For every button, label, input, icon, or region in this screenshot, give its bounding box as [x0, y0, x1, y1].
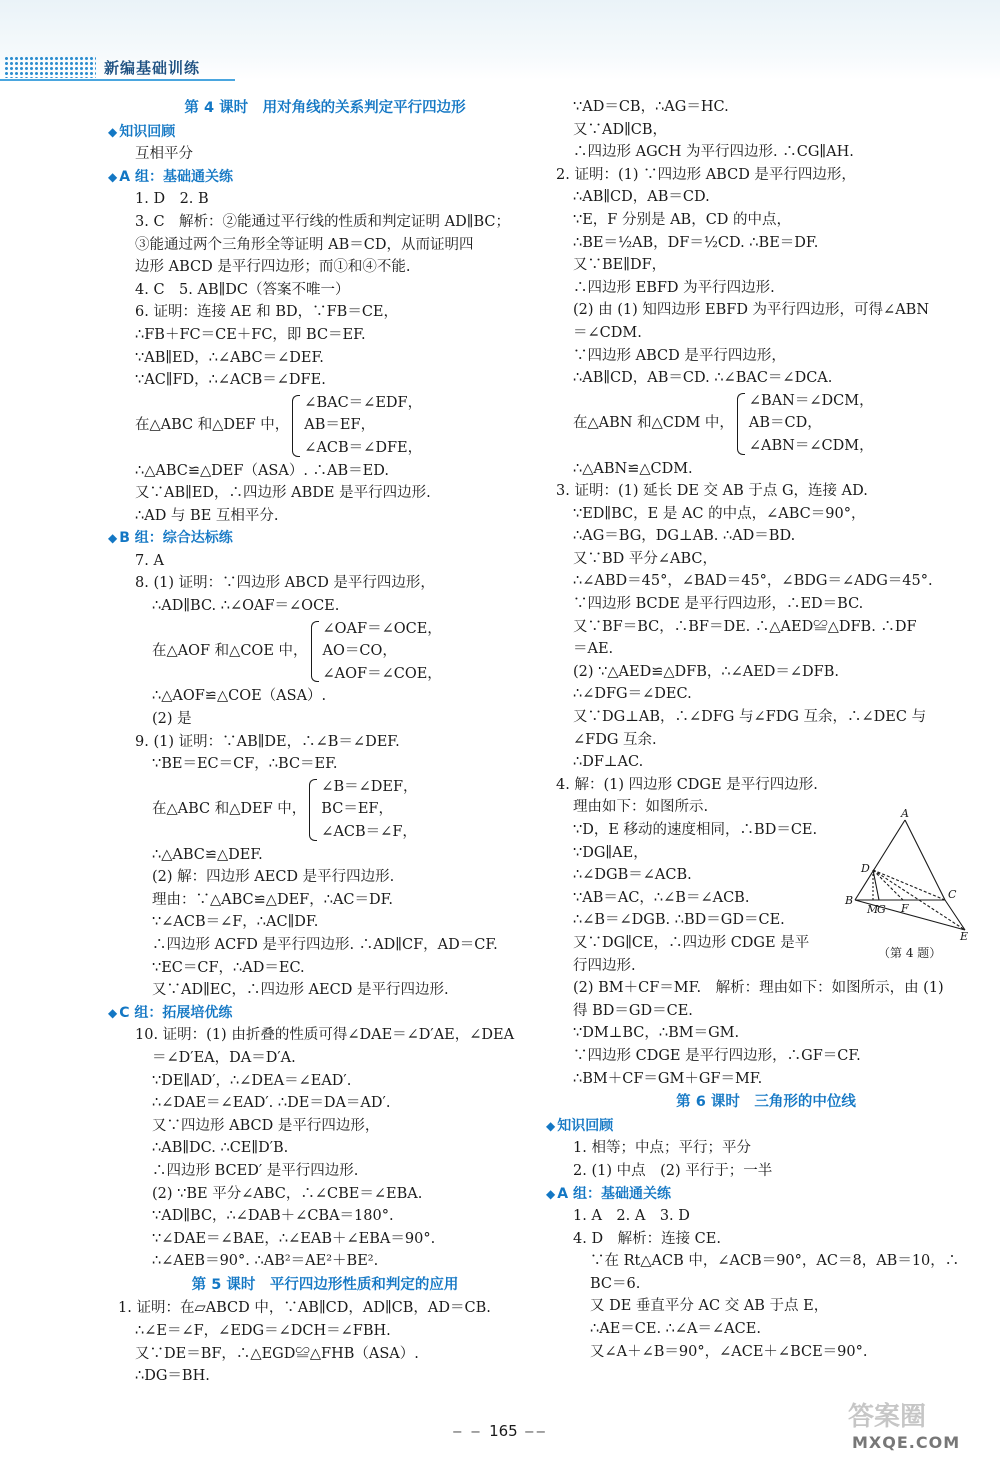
- diamond-icon: ◆: [108, 1005, 118, 1020]
- solution-line: 3. C 解析：②能通过平行线的性质和判定证明 AD∥BC；: [135, 213, 510, 230]
- equation-system-label: 在△AOF 和△COE 中，: [152, 643, 308, 660]
- lesson-title: 第 5 课时 平行四边形性质和判定的应用: [191, 1276, 459, 1293]
- solution-line: ∴△AOF≌△COE（ASA）.: [152, 688, 327, 705]
- solution-line: 1. 证明：在▱ABCD 中，∵AB∥CD，AD∥CB，AD＝CB.: [118, 1300, 491, 1317]
- solution-line: ∵AB＝AC，∴∠B＝∠ACB.: [573, 889, 750, 906]
- solution-line: 2. (1) 中点 (2) 平行于；一半: [573, 1162, 773, 1179]
- solution-line: ∵四边形 BCDE 是平行四边形，∴ED＝BC.: [573, 596, 864, 613]
- solution-line: ∵四边形 ABCD 是平行四边形，: [573, 347, 786, 364]
- header-dot-pattern: [4, 56, 96, 78]
- solution-line: ∵AD＝CB，∴AG＝HC.: [573, 99, 729, 115]
- solution-line: ∵AB∥ED，∴∠ABC＝∠DEF.: [135, 349, 324, 366]
- equation-row: ∠ACB＝∠F，: [321, 824, 417, 840]
- section-heading: [108, 527, 532, 550]
- diamond-icon: ◆: [108, 531, 118, 546]
- section-heading: [108, 1002, 532, 1025]
- solution-line: 4. C 5. AB∥DC（答案不唯一）: [135, 281, 350, 298]
- solution-line: ∴△ABC≌△DEF（ASA）. ∴AB＝ED.: [135, 462, 389, 479]
- solution-line: BC＝6.: [590, 1275, 641, 1292]
- section-heading: [108, 166, 532, 189]
- label-g: G: [877, 903, 886, 916]
- equation-row: BC＝EF，: [321, 801, 393, 818]
- section-heading: [546, 1183, 976, 1206]
- section-heading-text: 知识回顾: [119, 123, 176, 140]
- equation-row: ∠AOF＝∠COE，: [322, 665, 442, 682]
- equation-row: AB＝CD，: [748, 415, 822, 432]
- solution-line: ∴四边形 EBFD 为平行四边形.: [573, 279, 775, 296]
- label-b: B: [845, 894, 854, 907]
- solution-line: ∵ED∥BC，E 是 AC 的中点，∠ABC＝90°，: [573, 505, 866, 522]
- label-c: C: [948, 888, 957, 901]
- solution-line: 1. 相等；中点；平行；平分: [573, 1140, 751, 1157]
- solution-line: ∵∠ACB＝∠F，∴AC∥DF.: [152, 914, 319, 931]
- left-brace: [309, 779, 317, 841]
- solution-line: 1. A 2. A 3. D: [573, 1208, 690, 1225]
- solution-line: (2) ∵△AED≌△DFB，∴∠AED＝∠DFB.: [573, 663, 840, 680]
- solution-line: ∵DG∥AE，: [573, 844, 648, 861]
- solution-line: (2) ∵BE 平分∠ABC，∴∠CBE＝∠EBA.: [152, 1185, 423, 1202]
- solution-line: ∴∠DGB＝∠ACB.: [573, 867, 692, 884]
- solution-line: ∵E，F 分别是 AB，CD 的中点，: [573, 211, 792, 228]
- solution-line: ∵∠DAE＝∠BAE，∴∠EAB＋∠EBA＝90°.: [152, 1230, 436, 1247]
- solution-line: ∴∠DAE＝∠EAD′. ∴DE＝DA＝AD′.: [152, 1095, 391, 1112]
- solution-line: 理由如下：如图所示.: [573, 799, 709, 816]
- equation-system-label: 在△ABN 和△CDM 中，: [573, 415, 734, 432]
- solution-line: ③能通过两个三角形全等证明 AB＝CD，从而证明四: [135, 236, 474, 253]
- solution-line: ∴BM＋CF＝GM＋GF＝MF.: [573, 1070, 763, 1087]
- solution-line: 8. (1) 证明：∵四边形 ABCD 是平行四边形，: [135, 575, 435, 592]
- section-heading-text: 知识回顾: [557, 1117, 614, 1134]
- solution-line: 4. D 解析：连接 CE.: [573, 1230, 721, 1247]
- solution-line: 6. 证明：连接 AE 和 BD，∵FB＝CE，: [135, 304, 399, 321]
- section-heading: [108, 121, 532, 144]
- left-brace: [311, 621, 319, 683]
- solution-line: 又∵BF＝BC，∴BF＝DE. ∴△AED≌△DFB. ∴DF: [573, 618, 917, 635]
- solution-line: ∵在 Rt△ACB 中，∠ACB＝90°，AC＝8，AB＝10，∴: [590, 1253, 960, 1270]
- solution-line: 又∵DE＝BF，∴△EGD≌△FHB（ASA）.: [135, 1345, 419, 1362]
- section-heading: [546, 1115, 976, 1138]
- solution-line: ∴∠AEB＝90°. ∴AB²＝AE²＋BE².: [152, 1253, 379, 1270]
- solution-line: ∴∠DFG＝∠DEC.: [573, 686, 692, 703]
- solution-line: ∴四边形 ACFD 是平行四边形. ∴AD∥CF，AD＝CF.: [152, 936, 498, 953]
- label-m: M: [867, 903, 879, 916]
- solution-line: ∵AC∥FD，∴∠ACB＝∠DFE.: [135, 372, 326, 389]
- solution-line: ∴AD∥BC. ∴∠OAF＝∠OCE.: [152, 598, 340, 615]
- page-number-value: 165: [489, 1422, 518, 1440]
- solution-line: ∴∠E＝∠F，∠EDG＝∠DCH＝∠FBH.: [135, 1323, 391, 1340]
- equation-system: [118, 776, 532, 844]
- solution-line: 又∵BE∥DF，: [573, 257, 667, 274]
- equation-system: [556, 390, 976, 458]
- series-title: 新编基础训练: [104, 59, 201, 77]
- watermark-brand: 答案圈: [848, 1402, 927, 1432]
- equation-row: AB＝EF，: [304, 417, 376, 434]
- solution-line: 又∵AB∥ED，∴四边形 ABDE 是平行四边形.: [135, 485, 431, 502]
- label-a: A: [901, 808, 909, 820]
- solution-line: ∴∠ABD＝45°，∠BAD＝45°，∠BDG＝∠ADG＝45°.: [573, 573, 933, 590]
- diamond-icon: ◆: [108, 124, 118, 139]
- solution-line: ∴AB∥CD，AB＝CD. ∴∠BAC＝∠DCA.: [573, 370, 833, 387]
- solution-line: ∵EC＝CF，∴AD＝EC.: [152, 959, 305, 976]
- solution-line: ∵AD∥BC，∴∠DAB＋∠CBA＝180°.: [152, 1208, 394, 1225]
- header-rule: [0, 79, 235, 81]
- solution-line: ∵DM⊥BC，∴BM＝GM.: [573, 1025, 740, 1042]
- section-heading-text: B 组：综合达标练: [119, 530, 233, 547]
- solution-line: ∴∠B＝∠DGB. ∴BD＝GD＝CE.: [573, 912, 785, 929]
- right-column: [546, 96, 976, 1363]
- solution-line: ∴AD 与 BE 互相平分.: [135, 507, 279, 524]
- solution-line: 又∵DG∥CE，∴四边形 CDGE 是平: [573, 934, 810, 951]
- label-f: F: [901, 902, 909, 915]
- equation-system-label: 在△ABC 和△DEF 中，: [135, 417, 290, 434]
- solution-line: 又∵DG⊥AB，∴∠DFG 与∠FDG 互余，∴∠DEC 与: [573, 709, 927, 726]
- solution-line: ＝∠D′EA，DA＝D′A.: [152, 1049, 296, 1066]
- solution-line: ∴四边形 BCED′ 是平行四边形.: [152, 1162, 359, 1179]
- left-brace: [292, 395, 300, 457]
- solution-line: ∴△ABC≌△DEF.: [152, 846, 263, 863]
- section-heading-text: C 组：拓展培优练: [119, 1004, 233, 1021]
- solution-line: 7. A: [135, 552, 164, 569]
- solution-line: 又∵AD∥CB，: [573, 121, 668, 138]
- left-column: [108, 96, 532, 1388]
- solution-line: 行四边形.: [573, 957, 636, 974]
- solution-line: ∵D，E 移动的速度相同，∴BD＝CE.: [573, 822, 818, 838]
- solution-line: 又∠A＋∠B＝90°，∠ACE＋∠BCE＝90°.: [590, 1343, 868, 1360]
- solution-line: 10. 证明：(1) 由折叠的性质可得∠DAE＝∠D′AE，∠DEA: [135, 1027, 515, 1044]
- equation-system-label: 在△ABC 和△DEF 中，: [152, 801, 307, 818]
- equation-row: AO＝CO，: [322, 643, 397, 660]
- diamond-icon: ◆: [546, 1186, 556, 1201]
- solution-line: ＝∠CDM.: [573, 324, 642, 341]
- equation-system: [118, 392, 532, 460]
- solution-line: (2) 解：四边形 AECD 是平行四边形.: [152, 869, 395, 886]
- equation-row: ∠BAN＝∠DCM，: [748, 392, 874, 409]
- solution-line: 又∵AD∥EC，∴四边形 AECD 是平行四边形.: [152, 982, 449, 999]
- solution-line: ∴AG＝BG，DG⊥AB. ∴AD＝BD.: [573, 528, 796, 545]
- diamond-icon: ◆: [108, 169, 118, 184]
- label-e: E: [960, 930, 969, 943]
- equation-row: ∠B＝∠DEF，: [321, 778, 418, 795]
- lesson-title: 第 4 课时 用对角线的关系判定平行四边形: [184, 100, 466, 116]
- equation-system: [118, 618, 532, 686]
- solution-line: ∵四边形 CDGE 是平行四边形，∴GF＝CF.: [573, 1047, 861, 1064]
- solution-line: ∵BE＝EC＝CF，∴BC＝EF.: [152, 756, 338, 773]
- equation-row: ∠ABN＝∠CDM，: [748, 437, 874, 454]
- solution-line: (2) 由 (1) 知四边形 EBFD 为平行四边形，可得∠ABN: [573, 302, 930, 319]
- solution-line: ∴四边形 AGCH 为平行四边形. ∴CG∥AH.: [573, 144, 854, 161]
- solution-line: ∴AE＝CE. ∴∠A＝∠ACE.: [590, 1321, 761, 1338]
- solution-line: 得 BD＝GD＝CE.: [573, 1002, 693, 1019]
- solution-line: ＝AE.: [573, 641, 614, 658]
- solution-line: ∴AB∥CD，AB＝CD.: [573, 189, 710, 206]
- figure-caption: （第 4 题）: [878, 946, 942, 960]
- section-heading-text: A 组：基础通关练: [119, 168, 233, 185]
- solution-line: (2) BM＋CF＝MF. 解析：理由如下：如图所示，由 (1): [573, 980, 944, 997]
- solution-line: 9. (1) 证明：∵AB∥DE，∴∠B＝∠DEF.: [135, 733, 400, 750]
- equation-row: ∠BAC＝∠EDF，: [304, 394, 423, 411]
- solution-line: 4. 解：(1) 四边形 CDGE 是平行四边形.: [556, 776, 818, 793]
- diamond-icon: ◆: [546, 1118, 556, 1133]
- solution-line: ∴DF⊥AC.: [573, 754, 644, 771]
- solution-line: 又∵BD 平分∠ABC，: [573, 550, 718, 567]
- left-brace: [737, 393, 745, 455]
- equation-row: ∠ACB＝∠DFE，: [304, 439, 423, 456]
- label-d: D: [861, 862, 870, 875]
- watermark-text: MXQE.COM: [852, 1433, 961, 1452]
- section-heading-text: A 组：基础通关练: [557, 1185, 671, 1202]
- solution-line: 1. D 2. B: [135, 191, 209, 208]
- page-number: ‒ ‒ 165 ‒‒: [452, 1422, 548, 1440]
- solution-line: 互相平分: [135, 146, 193, 163]
- solution-line: ∴FB＋FC＝CE＋FC，即 BC＝EF.: [135, 326, 366, 343]
- solution-line: ∴DG＝BH.: [135, 1368, 210, 1385]
- solution-line: 又 DE 垂直平分 AC 交 AB 于点 E，: [590, 1298, 829, 1315]
- solution-line: ∵DE∥AD′，∴∠DEA＝∠EAD′.: [152, 1072, 352, 1089]
- solution-line: ∴BE＝½AB，DF＝½CD. ∴BE＝DF.: [573, 234, 819, 251]
- solution-line: (2) 是: [152, 711, 192, 728]
- solution-line: 又∵四边形 ABCD 是平行四边形，: [152, 1117, 380, 1134]
- solution-line: 理由：∵△ABC≌△DEF，∴AC＝DF.: [152, 891, 394, 908]
- solution-line: 2. 证明：(1) ∵四边形 ABCD 是平行四边形，: [556, 166, 856, 183]
- lesson-title: 第 6 课时 三角形的中位线: [676, 1094, 856, 1111]
- solution-line: ∴AB∥DC. ∴CE∥D′B.: [152, 1140, 289, 1157]
- solution-line: 边形 ABCD 是平行四边形；而①和④不能.: [135, 259, 411, 276]
- solution-line: ∠FDG 互余.: [573, 731, 657, 748]
- equation-row: ∠OAF＝∠OCE，: [322, 620, 442, 637]
- solution-line: 3. 证明：(1) 延长 DE 交 AB 于点 G，连接 AD.: [556, 483, 868, 500]
- solution-line: ∴△ABN≌△CDM.: [573, 460, 693, 477]
